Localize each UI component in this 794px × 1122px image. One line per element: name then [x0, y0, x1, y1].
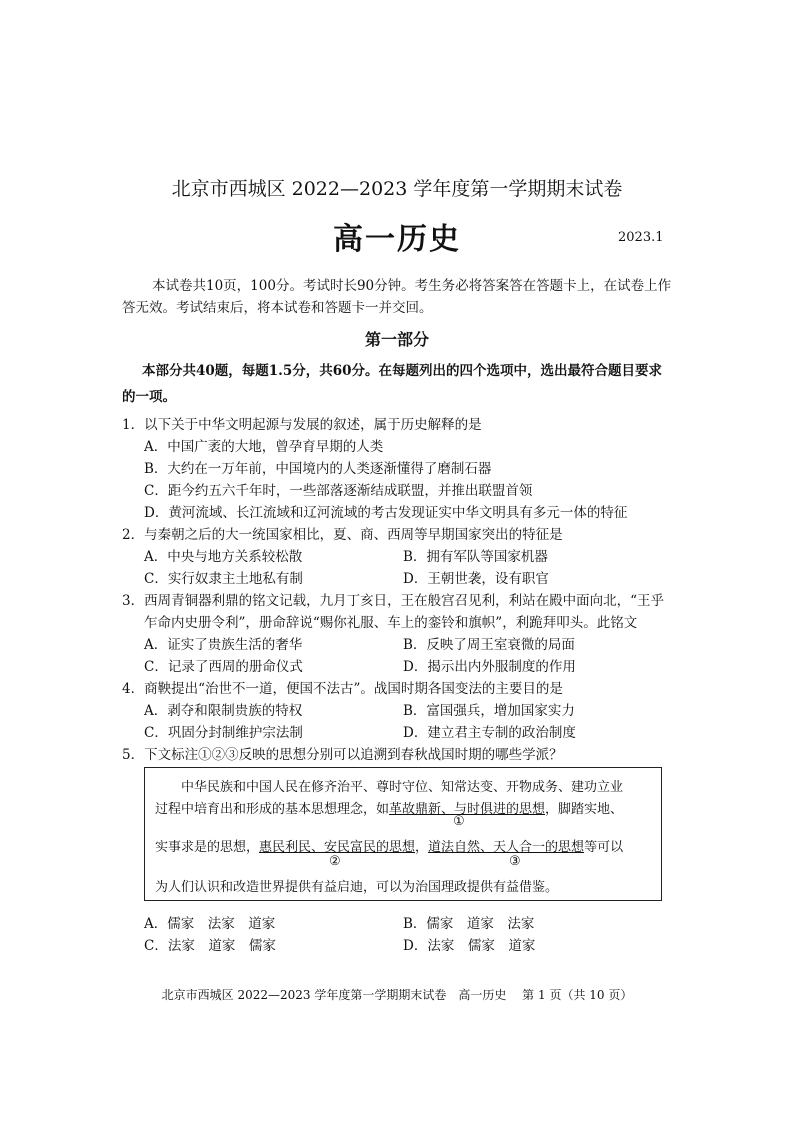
question-1-option-b: B．大约在一万年前，中国境内的人类逐渐懂得了磨制石器: [144, 461, 492, 477]
page-footer: 北京市西城区 2022—2023 学年度第一学期期末试卷 高一历史 第 1 页（共 10 页）: [161, 988, 633, 1002]
quote-underline-3: 道法自然、天人合一的思想: [428, 840, 585, 855]
question-2-option-b: B．拥有军队等国家机器: [403, 549, 548, 565]
quote-line-3-text-c: 等可以: [584, 840, 624, 855]
quote-line-4: 为人们认识和改造世界提供有益启迪，可以为治国理政提供有益借鉴。: [155, 880, 559, 895]
instructions-line-2: 答无效。考试结束后，将本试卷和答题卡一并交回。: [122, 300, 433, 316]
instructions-line-1: 本试卷共10页，100分。考试时长90分钟。考生务必将答案答在答题卡上，在试卷上作: [152, 278, 672, 294]
subject-title: 高一历史: [333, 222, 461, 257]
question-2-stem: 2．与秦朝之后的大一统国家相比，夏、商、西周等早期国家突出的特征是: [122, 527, 563, 543]
question-4-option-d: D．建立君主专制的政治制度: [403, 725, 576, 741]
quote-line-2-text-a: 过程中培育出和形成的基本思想理念，如: [155, 802, 390, 817]
quote-line-1: 中华民族和中国人民在修齐治平、尊时守位、知常达变、开物成务、建功立业: [181, 780, 624, 795]
quote-box: [144, 767, 662, 901]
question-3-option-b: B．反映了周王室衰微的局面: [403, 637, 575, 653]
question-5-option-a: A．儒家 法家 道家: [144, 916, 276, 932]
question-3-option-c: C．记录了西周的册命仪式: [144, 659, 303, 675]
marker-3: ③: [509, 854, 521, 869]
question-5-option-b: B．儒家 道家 法家: [403, 916, 535, 932]
question-1-option-c: C．距今约五六千年时，一些部落逐渐结成联盟，并推出联盟首领: [144, 483, 533, 499]
question-3-stem-line-1: 3．西周青铜器利鼎的铭文记载，九月丁亥日，王在般宫召见利，利站在殿中面向北，“王乎: [122, 593, 664, 609]
question-4-option-c: C．巩固分封制维护宗法制: [144, 725, 303, 741]
marker-2: ②: [329, 854, 341, 869]
question-4-stem: 4．商鞅提出“治世不一道，便国不法古”。战国时期各国变法的主要目的是: [122, 681, 563, 697]
question-5-option-d: D．法家 儒家 道家: [403, 938, 536, 954]
quote-line-2: [155, 798, 623, 817]
quote-line-3-text-b: ，: [415, 840, 429, 855]
question-2-option-a: A．中央与地方关系较松散: [144, 549, 303, 565]
exam-title: 北京市西城区 2022—2023 学年度第一学期期末试卷: [171, 178, 623, 200]
question-3-option-a: A．证实了贵族生活的奢华: [144, 637, 303, 653]
question-4-option-a: A．剥夺和限制贵族的特权: [144, 703, 303, 719]
section-desc-line-1: 本部分共40题，每题1.5分，共60分。在每题列出的四个选项中，选出最符合题目要求: [142, 363, 663, 379]
quote-underline-2: 惠民利民、安民富民的思想: [259, 840, 416, 855]
question-3-stem-line-2: 乍命内史册令利”，册命辞说“赐你礼服、车上的銮铃和旗帜”，利跪拜叩头。此铭文: [144, 615, 638, 631]
question-4-option-b: B．富国强兵，增加国家实力: [403, 703, 575, 719]
quote-line-3-text-a: 实事求是的思想，: [155, 840, 260, 855]
quote-line-3: [155, 836, 623, 855]
quote-line-2-text-b: ，脚踏实地、: [545, 802, 624, 817]
quote-underline-1: 革故鼎新、与时俱进的思想: [389, 802, 546, 817]
question-5-stem: 5．下文标注①②③反映的思想分别可以追溯到春秋战国时期的哪些学派？: [122, 747, 563, 763]
marker-1: ①: [453, 814, 465, 829]
question-2-option-d: D．王朝世袭，设有职官: [403, 571, 549, 587]
question-1-option-a: A．中国广袤的大地，曾孕育早期的人类: [144, 439, 384, 455]
question-2-option-c: C．实行奴隶主土地私有制: [144, 571, 303, 587]
question-1-option-d: D．黄河流域、长江流域和辽河流域的考古发现证实中华文明具有多元一体的特征: [144, 505, 628, 521]
section-desc-line-2: 的一项。: [122, 389, 176, 405]
question-1-stem: 1．以下关于中华文明起源与发展的叙述，属于历史解释的是: [122, 417, 482, 433]
section-title: 第一部分: [364, 330, 429, 349]
question-5-option-c: C．法家 道家 儒家: [144, 938, 276, 954]
exam-date: 2023.1: [618, 230, 664, 245]
question-3-option-d: D．揭示出内外服制度的作用: [403, 659, 576, 675]
